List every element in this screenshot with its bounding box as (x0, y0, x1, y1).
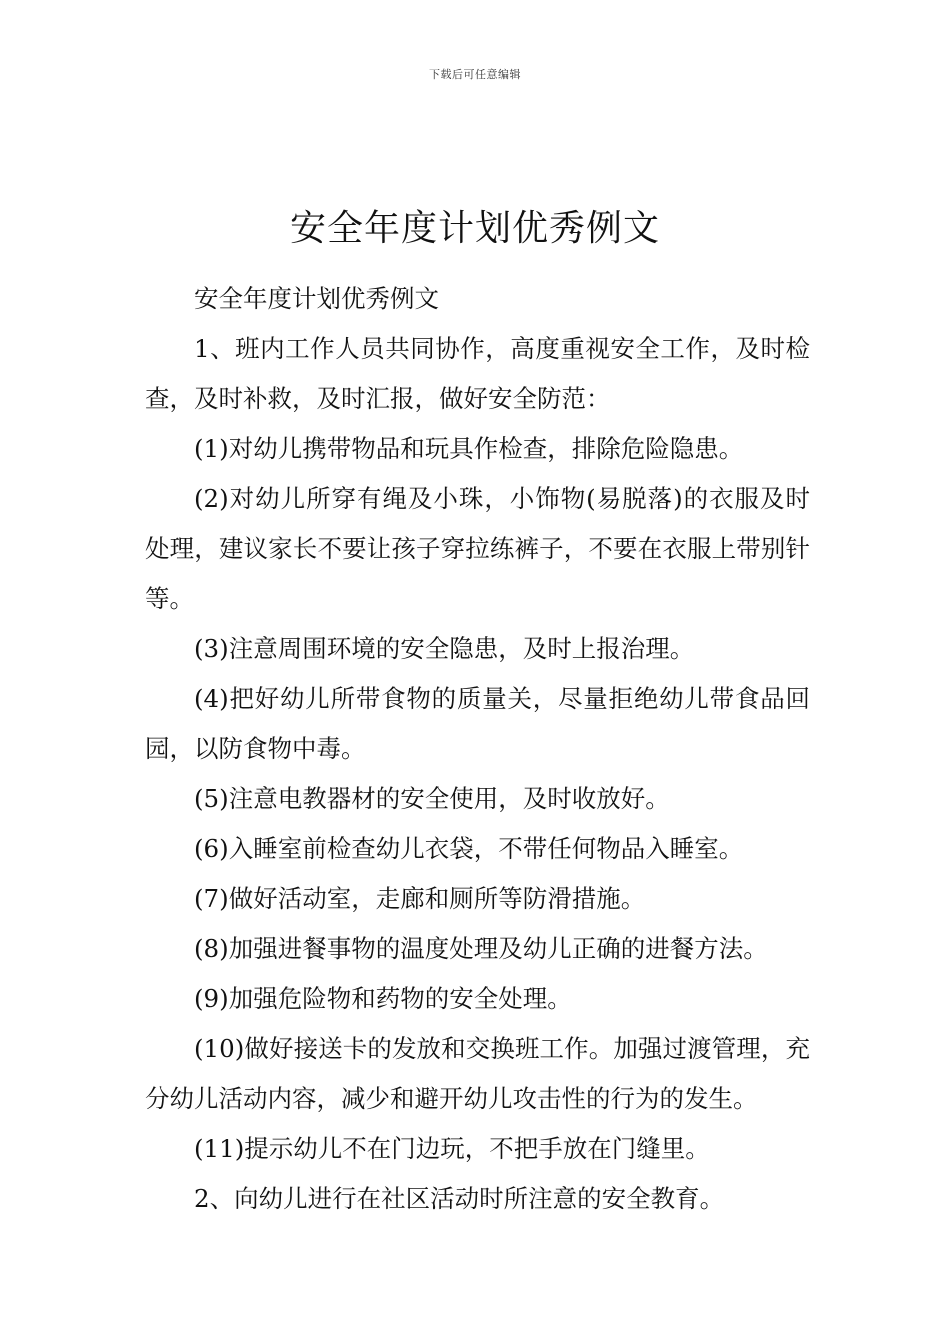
paragraph-subitem-5: (5)注意电教器材的安全使用，及时收放好。 (194, 784, 670, 813)
paragraph-item-1: 1、班内工作人员共同协作，高度重视安全工作，及时检查，及时补救，及时汇报，做好安全防范： (145, 334, 810, 413)
paragraph-subitem-10: (10)做好接送卡的发放和交换班工作。加强过渡管理，充分幼儿活动内容，减少和避开幼儿攻击性的行为的发生。 (145, 1034, 810, 1113)
header-note: 下载后可任意编辑 (429, 68, 521, 81)
paragraph-subitem-9: (9)加强危险物和药物的安全处理。 (194, 984, 572, 1013)
paragraph-subitem-2: (2)对幼儿所穿有绳及小珠，小饰物(易脱落)的衣服及时处理，建议家长不要让孩子穿拉练裤子，不要在衣服上带别针等。 (145, 484, 810, 613)
document-body (145, 274, 810, 1224)
paragraph-subitem-11: (11)提示幼儿不在门边玩，不把手放在门缝里。 (194, 1134, 710, 1163)
paragraph-subitem-3: (3)注意周围环境的安全隐患，及时上报治理。 (194, 634, 695, 663)
paragraph-subitem-7: (7)做好活动室，走廊和厕所等防滑措施。 (194, 884, 646, 913)
document-title: 安全年度计划优秀例文 (289, 208, 660, 250)
paragraph-subitem-6: (6)入睡室前检查幼儿衣袋，不带任何物品入睡室。 (194, 834, 744, 863)
paragraph-subtitle: 安全年度计划优秀例文 (194, 284, 439, 313)
paragraph-subitem-1: (1)对幼儿携带物品和玩具作检查，排除危险隐患。 (194, 434, 744, 463)
paragraph-subitem-8: (8)加强进餐事物的温度处理及幼儿正确的进餐方法。 (194, 934, 768, 963)
paragraph-subitem-4: (4)把好幼儿所带食物的质量关，尽量拒绝幼儿带食品回园，以防食物中毒。 (145, 684, 810, 763)
paragraph-item-2: 2、向幼儿进行在社区活动时所注意的安全教育。 (194, 1184, 725, 1213)
